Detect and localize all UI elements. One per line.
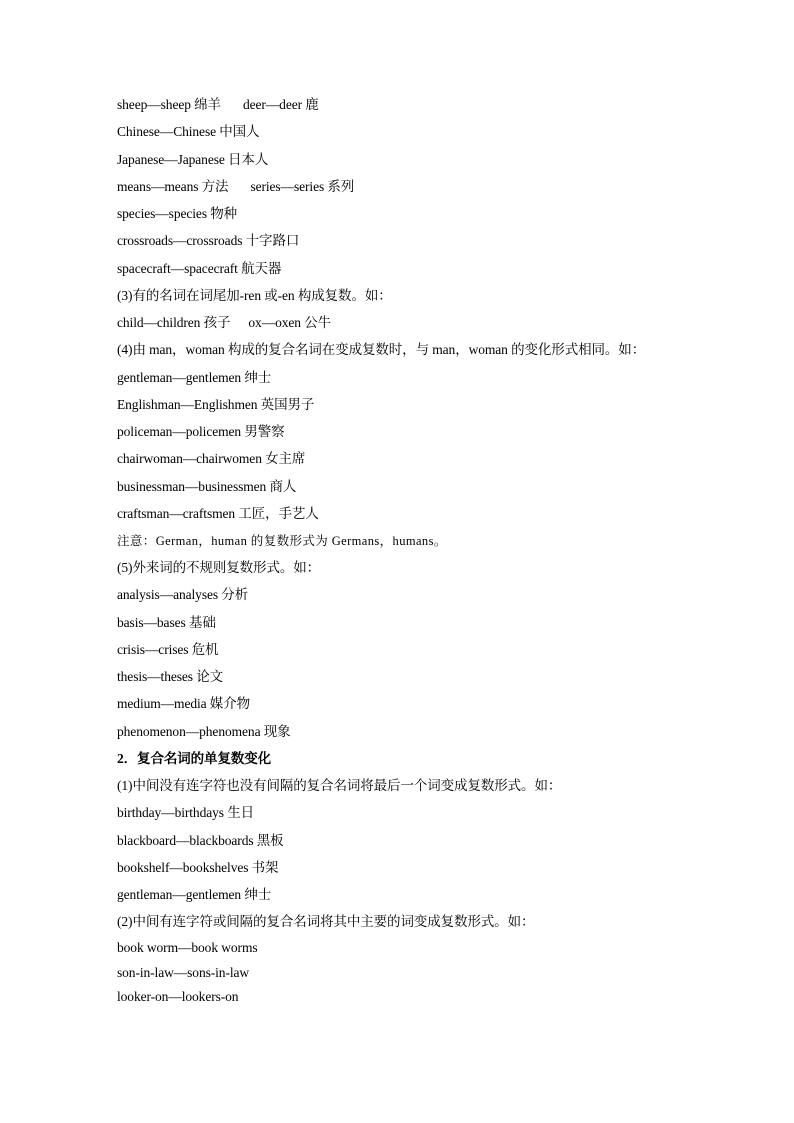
text-segment: analysis—analyses 分析 xyxy=(117,587,249,602)
text-segment: book worm—book worms xyxy=(117,940,258,955)
text-line-9 xyxy=(117,315,754,331)
text-segment: phenomenon—phenomena 现象 xyxy=(117,724,291,739)
text-line-6 xyxy=(117,233,754,249)
text-segment: birthday—birthdays 生日 xyxy=(117,805,255,820)
text-line-18 xyxy=(117,560,754,576)
text-segment: businessman—businessmen 商人 xyxy=(117,479,297,494)
text-line-27 xyxy=(117,805,754,821)
text-segment: ox—oxen 公牛 xyxy=(248,315,332,330)
text-line-31 xyxy=(117,914,754,930)
text-line-8 xyxy=(117,288,754,304)
text-segment: looker-on—lookers-on xyxy=(117,989,239,1004)
text-segment: crisis—crises 危机 xyxy=(117,642,219,657)
section-heading xyxy=(117,751,754,767)
text-segment: bookshelf—bookshelves 书架 xyxy=(117,860,279,875)
text-line-2 xyxy=(117,124,754,140)
text-segment: (5)外来词的不规则复数形式。如： xyxy=(117,560,321,575)
text-segment: 2．复合名词的单复数变化 xyxy=(117,751,272,766)
text-segment: crossroads—crossroads 十字路口 xyxy=(117,233,300,248)
text-segment: medium—media 媒介物 xyxy=(117,696,251,711)
text-segment: gentleman—gentlemen 绅士 xyxy=(117,887,272,902)
text-line-16 xyxy=(117,506,754,522)
text-line-21 xyxy=(117,642,754,658)
text-segment: (4)由 man，woman 构成的复合名词在变成复数时，与 man，woman 的变化形式相同。如： xyxy=(117,342,646,357)
text-line-34 xyxy=(117,989,754,1005)
text-line-29 xyxy=(117,860,754,876)
text-segment: gentleman—gentlemen 绅士 xyxy=(117,370,272,385)
text-line-5 xyxy=(117,206,754,222)
text-segment: sheep—sheep 绵羊 xyxy=(117,97,221,112)
text-segment: species—species 物种 xyxy=(117,206,238,221)
text-line-30 xyxy=(117,887,754,903)
text-segment: (3)有的名词在词尾加-ren 或-en 构成复数。如： xyxy=(117,288,392,303)
text-segment: Chinese—Chinese 中国人 xyxy=(117,124,260,139)
text-segment: policeman—policemen 男警察 xyxy=(117,424,285,439)
text-segment: thesis—theses 论文 xyxy=(117,669,224,684)
text-line-11 xyxy=(117,370,754,386)
text-line-20 xyxy=(117,615,754,631)
text-segment: blackboard—blackboards 黑板 xyxy=(117,833,284,848)
text-segment: child—children 孩子 xyxy=(117,315,231,330)
text-segment: deer—deer 鹿 xyxy=(242,97,319,112)
text-line-19 xyxy=(117,587,754,603)
text-segment: spacecraft—spacecraft 航天器 xyxy=(117,261,282,276)
text-line-13 xyxy=(117,424,754,440)
text-line-24 xyxy=(117,724,754,740)
text-segment: craftsman—craftsmen 工匠，手艺人 xyxy=(117,506,319,521)
text-segment: (2)中间有连字符或间隔的复合名词将其中主要的词变成复数形式。如： xyxy=(117,914,535,929)
text-line-12 xyxy=(117,397,754,413)
text-segment: Japanese—Japanese 日本人 xyxy=(117,152,269,167)
text-line-23 xyxy=(117,696,754,712)
text-line-28 xyxy=(117,833,754,849)
text-line-1 xyxy=(117,97,754,113)
text-line-22 xyxy=(117,669,754,685)
text-segment: (1)中间没有连字符也没有间隔的复合名词将最后一个词变成复数形式。如： xyxy=(117,778,562,793)
text-segment: series—series 系列 xyxy=(250,179,355,194)
text-line-32 xyxy=(117,940,754,956)
text-segment: means—means 方法 xyxy=(117,179,229,194)
text-segment: 注意：German，human 的复数形式为 Germans，humans。 xyxy=(117,534,447,548)
text-line-3 xyxy=(117,152,754,168)
text-segment: Englishman—Englishmen 英国男子 xyxy=(117,397,315,412)
text-line-14 xyxy=(117,451,754,467)
text-line-26 xyxy=(117,778,754,794)
text-line-10 xyxy=(117,342,754,358)
note-line xyxy=(117,533,754,549)
text-line-33 xyxy=(117,965,754,981)
text-segment: basis—bases 基础 xyxy=(117,615,216,630)
text-segment: son-in-law—sons-in-law xyxy=(117,965,250,980)
text-segment: chairwoman—chairwomen 女主席 xyxy=(117,451,306,466)
text-line-4 xyxy=(117,179,754,195)
text-line-15 xyxy=(117,479,754,495)
text-line-7 xyxy=(117,261,754,277)
